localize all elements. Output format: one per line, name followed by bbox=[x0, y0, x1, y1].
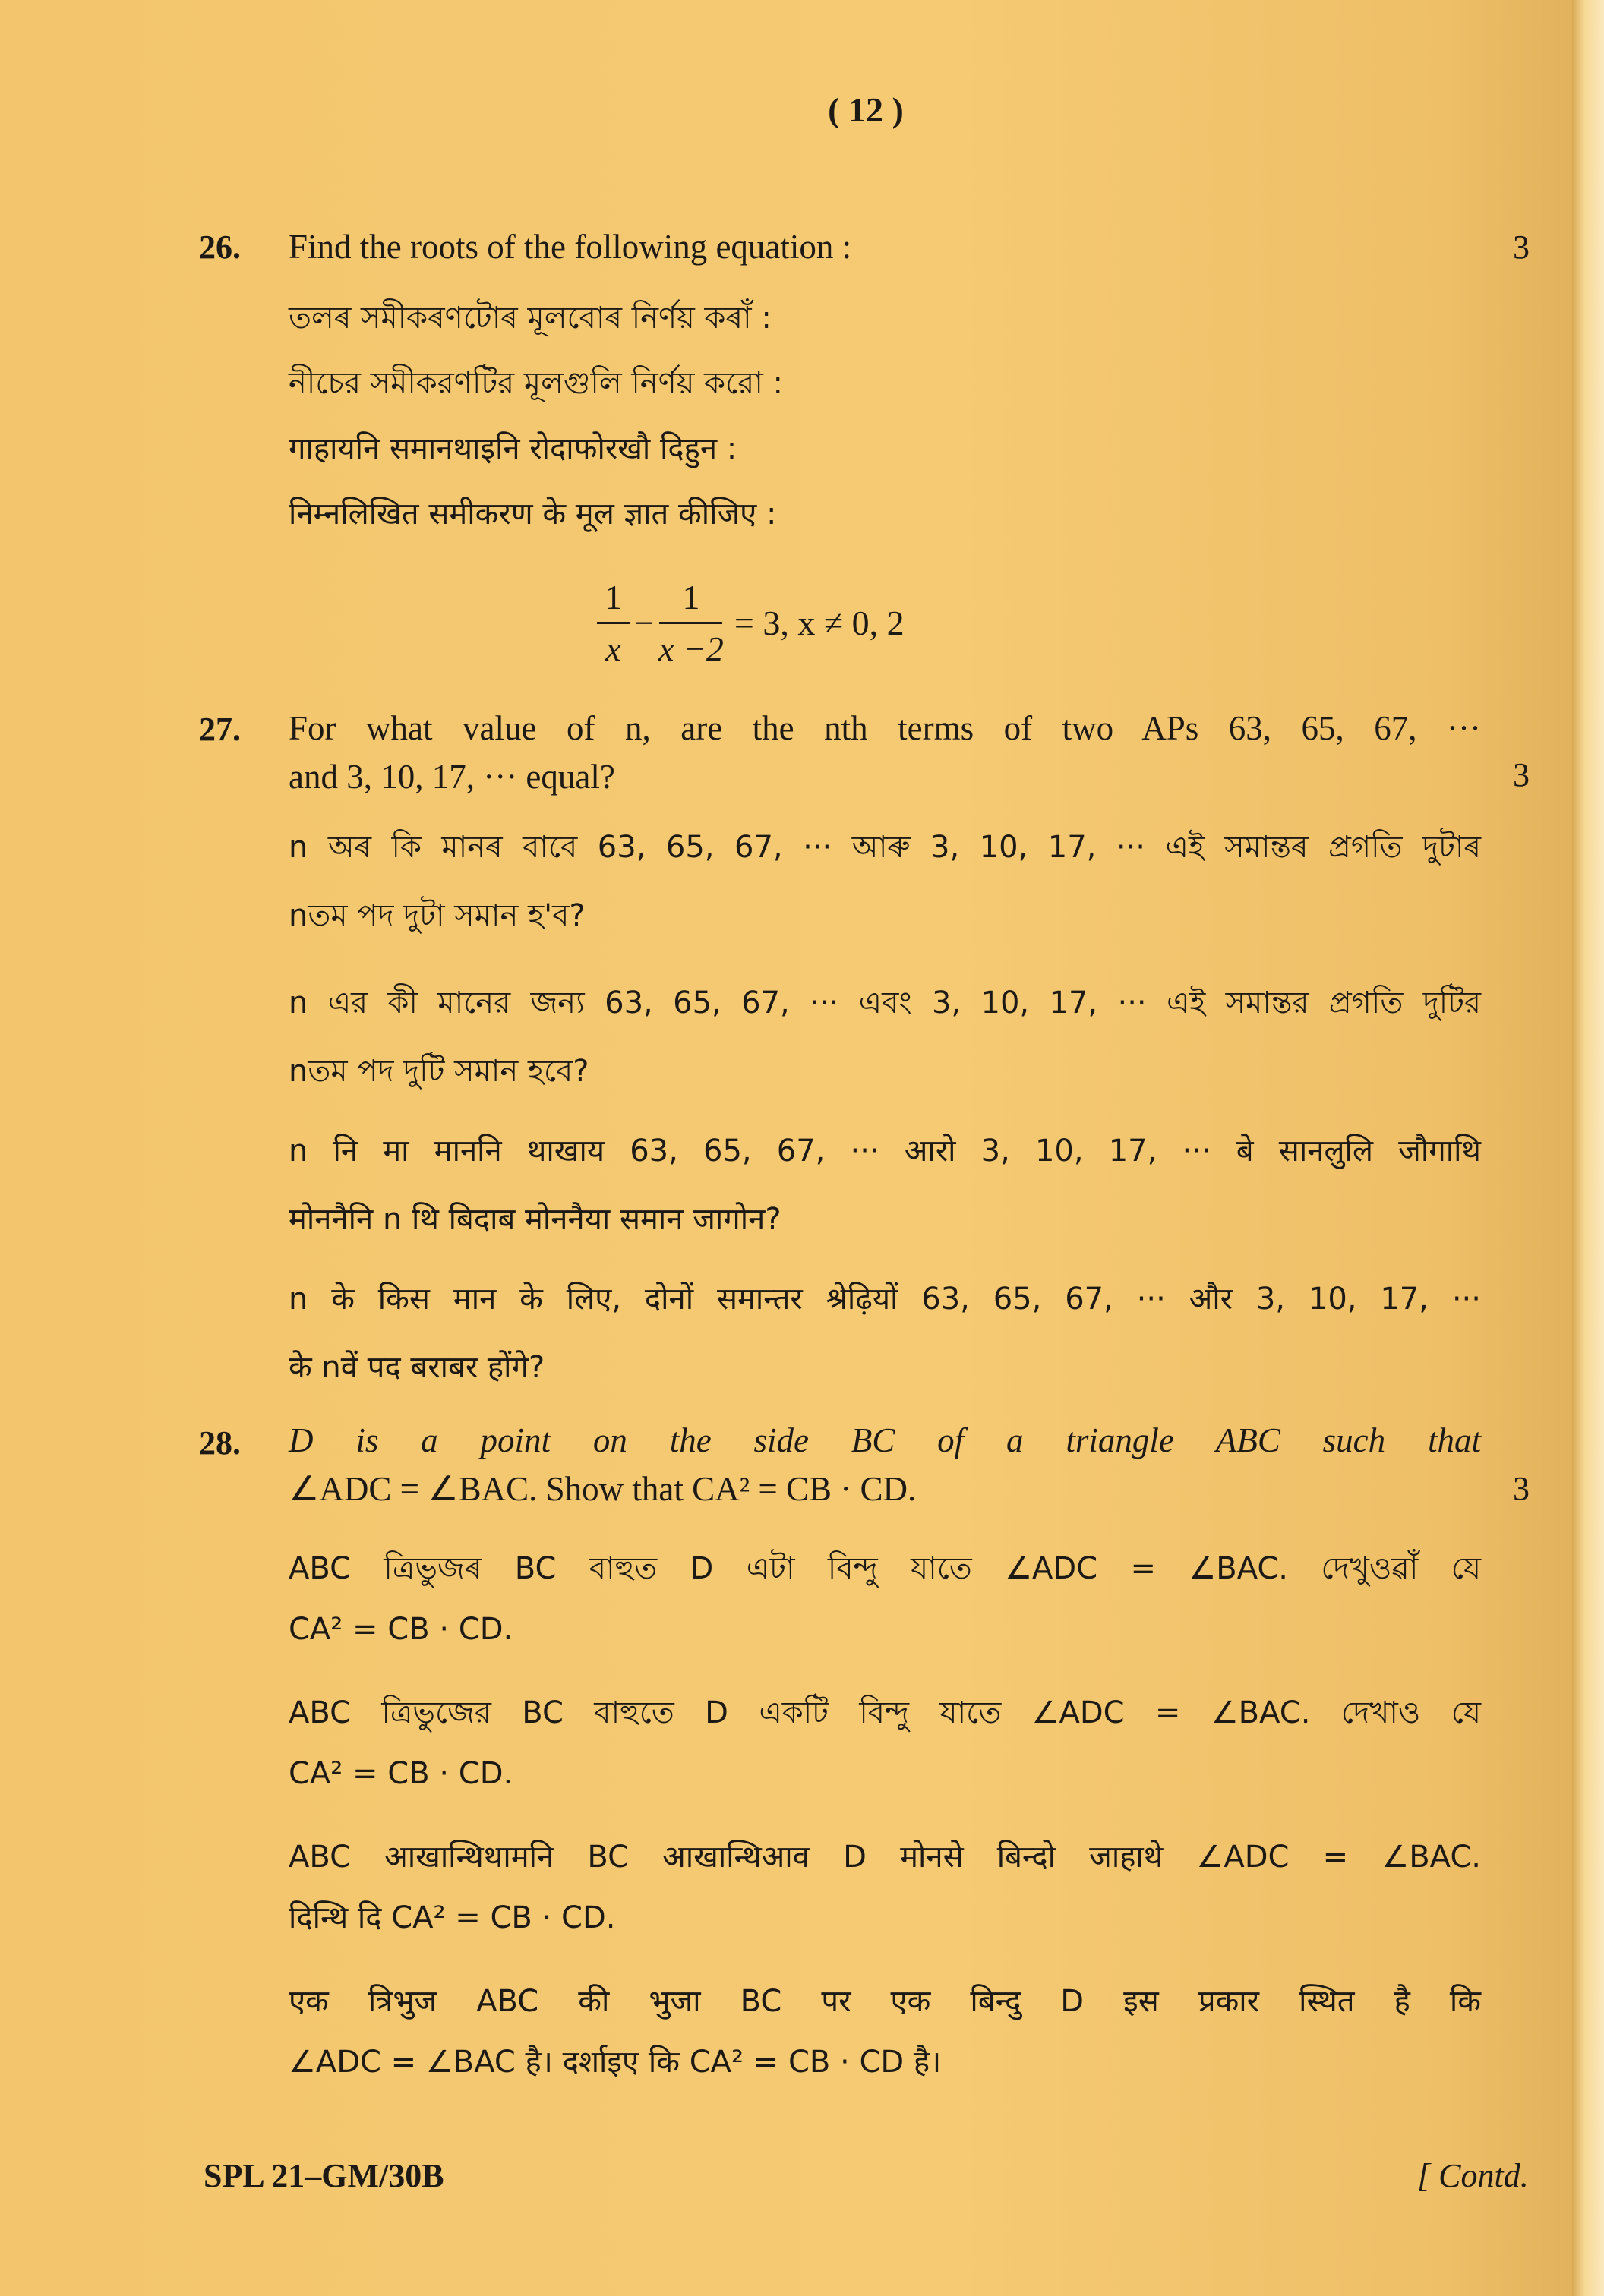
question-text-english-cont: ∠ADC = ∠BAC. Show that CA² = CB · CD. bbox=[289, 1470, 917, 1508]
question-number: 28. bbox=[199, 1424, 241, 1462]
question-text-english: D is a point on the side BC of a triangle ABC such that bbox=[289, 1421, 1481, 1459]
question-text-bengali-cont: nতম পদ দুটি সমান হবে? bbox=[289, 1054, 589, 1089]
question-marks: 3 bbox=[1513, 229, 1530, 266]
question-text-bodo-cont: दिन्थि दि CA² = CB · CD. bbox=[289, 1900, 616, 1935]
question-text-bengali-cont: CA² = CB · CD. bbox=[289, 1756, 513, 1791]
question-text-bengali: ABC ত্রিভুজের BC বাহুতে D একটি বিন্দু যাতে ∠ADC = ∠BAC. দেখাও যে bbox=[289, 1695, 1481, 1730]
paper-edge bbox=[1572, 0, 1604, 2296]
question-text-bodo: गाहायनि समानथाइनि रोदाफोरखौ दिहुन : bbox=[289, 431, 737, 466]
question-number: 26. bbox=[199, 229, 241, 266]
equation bbox=[592, 577, 905, 669]
question-text-hindi: n के किस मान के लिए, दोनों समान्तर श्रेढ़ियों 63, 65, 67, ··· और 3, 10, 17, ··· bbox=[289, 1282, 1481, 1317]
fraction-2: $\frac{1}{x -2}$ bbox=[658, 578, 724, 668]
question-text-assamese-cont: nতম পদ দুটা সমান হ'ব? bbox=[289, 898, 586, 933]
question-text-bengali: n এর কী মানের জন্য 63, 65, 67, ··· এবং 3, 10, 17, ··· এই সমান্তর প্রগতি দুটির bbox=[289, 986, 1481, 1020]
question-text-assamese-cont: CA² = CB · CD. bbox=[289, 1612, 513, 1647]
question-text-assamese: ABC ত্ৰিভুজৰ BC বাহুত D এটা বিন্দু যাতে ∠ADC = ∠BAC. দেখুওৱাঁ যে bbox=[289, 1551, 1481, 1586]
question-text-hindi-cont: के nवें पद बराबर होंगे? bbox=[289, 1350, 545, 1385]
question-text-assamese: তলৰ সমীকৰণটোৰ মূলবোৰ নিৰ্ণয় কৰাঁ : bbox=[289, 301, 772, 336]
minus-sign: − bbox=[634, 604, 654, 642]
question-text-english-cont: and 3, 10, 17, ··· equal? bbox=[289, 758, 615, 796]
question-text-bodo: n नि मा माननि थाखाय 63, 65, 67, ··· आरो 3, 10, 17, ··· बे सानलुलि जौगाथि bbox=[289, 1134, 1481, 1168]
question-text-bengali: নীচের সমীকরণটির মূলগুলি নির্ণয় করো : bbox=[289, 366, 783, 401]
question-text-bodo-cont: मोननैनि n थि बिदाब मोननैया समान जागोन? bbox=[289, 1202, 781, 1237]
equation-rest: = 3, x ≠ 0, 2 bbox=[734, 604, 905, 642]
question-marks: 3 bbox=[1513, 1470, 1530, 1507]
question-text-bodo: ABC आखान्थिथामनि BC आखान्थिआव D मोनसे बिन्दो जाहाथे ∠ADC = ∠BAC. bbox=[289, 1840, 1481, 1875]
continued-label: [ Contd. bbox=[1417, 2157, 1529, 2194]
question-text-assamese: n অৰ কি মানৰ বাবে 63, 65, 67, ··· আৰু 3, 10, 17, ··· এই সমান্তৰ প্ৰগতি দুটাৰ bbox=[289, 830, 1481, 865]
question-number: 27. bbox=[199, 711, 241, 748]
question-text-english: Find the roots of the following equation : bbox=[289, 228, 852, 266]
question-text-hindi-cont: ∠ADC = ∠BAC है। दर्शाइए कि CA² = CB · CD है। bbox=[289, 2045, 942, 2080]
paper-code: SPL 21–GM/30B bbox=[204, 2157, 444, 2194]
page-number: ( 12 ) bbox=[828, 90, 904, 129]
fraction-1: $\frac{1}{x}$ bbox=[597, 577, 630, 669]
question-marks: 3 bbox=[1513, 756, 1530, 793]
question-text-hindi: निम्नलिखित समीकरण के मूल ज्ञात कीजिए : bbox=[289, 497, 777, 531]
question-text-hindi: एक त्रिभुज ABC की भुजा BC पर एक बिन्दु D इस प्रकार स्थित है कि bbox=[289, 1984, 1481, 2019]
question-text-english: For what value of n, are the nth terms of two APs 63, 65, 67, ··· bbox=[289, 709, 1481, 747]
